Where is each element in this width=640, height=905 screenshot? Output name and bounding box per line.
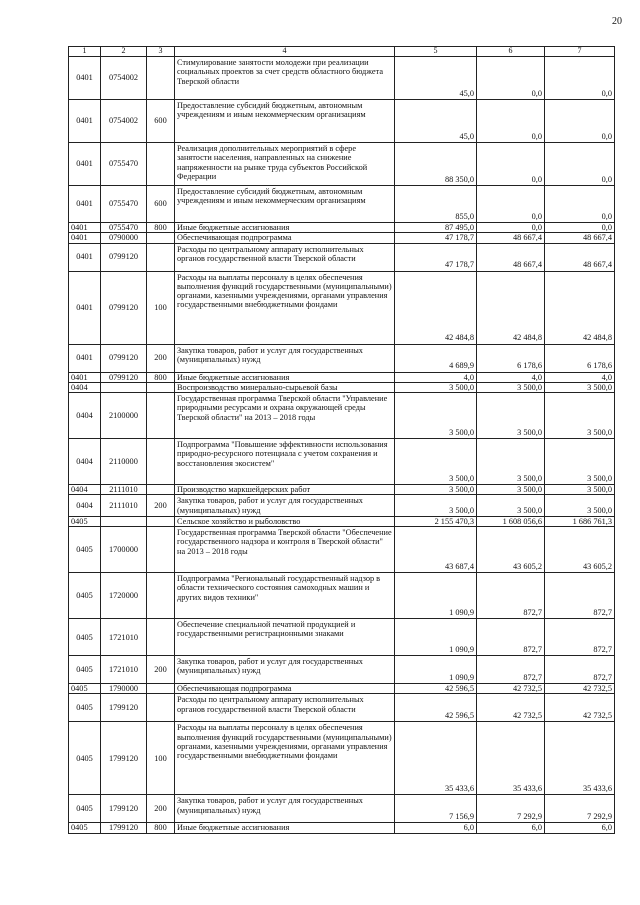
description-cell: Подпрограмма "Повышение эффективности использования природно-ресурсного потенциала с учетом сохранения и восстановления экосистем" [175, 439, 395, 485]
amount-year1-cell: 855,0 [395, 185, 477, 222]
amount-year2-cell: 872,7 [477, 656, 545, 684]
amount-year1-cell: 45,0 [395, 99, 477, 142]
description-cell: Государственная программа Тверской области "Управление природными ресурсами и охрана окружающей среды Тверской области" на 2013 – 2018 годы [175, 393, 395, 439]
description-cell: Расходы на выплаты персоналу в целях обеспечения выполнения функций государственными (муниципальными) органами, казенными учреждениями, органами управления государственными внебюджетными фондами [175, 271, 395, 344]
table-row [69, 185, 615, 222]
amount-year2-cell: 3 500,0 [477, 485, 545, 495]
section-code-cell: 0405 [69, 684, 101, 694]
expense-type-cell: 200 [147, 656, 175, 684]
amount-year3-cell: 3 500,0 [545, 439, 615, 485]
section-code-cell: 0405 [69, 823, 101, 833]
description-cell: Реализация дополнительных мероприятий в сфере занятости населения, направленных на снижение напряженности на рынке труда субъектов Российской Федерации [175, 142, 395, 185]
section-code-cell: 0404 [69, 495, 101, 517]
target-article-cell: 1799120 [101, 823, 147, 833]
amount-year1-cell: 3 500,0 [395, 485, 477, 495]
description-cell: Иные бюджетные ассигнования [175, 222, 395, 232]
target-article-cell: 1720000 [101, 573, 147, 619]
target-article-cell: 1799120 [101, 722, 147, 795]
column-header: 1 [69, 47, 101, 57]
expense-type-cell: 100 [147, 722, 175, 795]
amount-year2-cell: 872,7 [477, 573, 545, 619]
expense-type-cell [147, 694, 175, 722]
description-cell: Иные бюджетные ассигнования [175, 823, 395, 833]
amount-year3-cell: 7 292,9 [545, 795, 615, 823]
section-code-cell: 0404 [69, 382, 101, 392]
amount-year2-cell: 48 667,4 [477, 243, 545, 271]
expense-type-cell: 800 [147, 222, 175, 232]
amount-year2-cell: 0,0 [477, 222, 545, 232]
amount-year3-cell: 48 667,4 [545, 233, 615, 243]
expense-type-cell [147, 56, 175, 99]
amount-year2-cell: 0,0 [477, 56, 545, 99]
expense-type-cell [147, 684, 175, 694]
target-article-cell: 0754002 [101, 99, 147, 142]
description-cell: Государственная программа Тверской области "Обеспечение государственного надзора и контроля в Тверской области" на 2013 – 2018 годы [175, 527, 395, 573]
column-header: 6 [477, 47, 545, 57]
expense-type-cell [147, 382, 175, 392]
amount-year2-cell: 0,0 [477, 99, 545, 142]
section-code-cell: 0405 [69, 795, 101, 823]
amount-year1-cell: 42 484,8 [395, 271, 477, 344]
amount-year3-cell: 48 667,4 [545, 243, 615, 271]
amount-year1-cell: 1 090,9 [395, 619, 477, 656]
amount-year2-cell: 42 732,5 [477, 694, 545, 722]
expense-type-cell [147, 485, 175, 495]
target-article-cell: 0755470 [101, 222, 147, 232]
description-cell: Закупка товаров, работ и услуг для государственных (муниципальных) нужд [175, 795, 395, 823]
target-article-cell [101, 382, 147, 392]
target-article-cell [101, 516, 147, 526]
expense-type-cell: 600 [147, 99, 175, 142]
column-header: 5 [395, 47, 477, 57]
description-cell: Обеспечивающая подпрограмма [175, 684, 395, 694]
amount-year3-cell: 42 732,5 [545, 694, 615, 722]
description-cell: Расходы на выплаты персоналу в целях обеспечения выполнения функций государственными (муниципальными) органами, казенными учреждениями, органами управления государственными внебюджетными фондами [175, 722, 395, 795]
table-row [69, 795, 615, 823]
table-row [69, 99, 615, 142]
table-row [69, 495, 615, 517]
amount-year3-cell: 35 433,6 [545, 722, 615, 795]
column-header: 7 [545, 47, 615, 57]
amount-year1-cell: 43 687,4 [395, 527, 477, 573]
section-code-cell: 0405 [69, 722, 101, 795]
description-cell: Обеспечение специальной печатной продукцией и государственными регистрационными знаками [175, 619, 395, 656]
amount-year3-cell: 0,0 [545, 56, 615, 99]
section-code-cell: 0401 [69, 185, 101, 222]
section-code-cell: 0405 [69, 516, 101, 526]
target-article-cell: 0799120 [101, 344, 147, 372]
amount-year3-cell: 872,7 [545, 656, 615, 684]
amount-year3-cell: 0,0 [545, 222, 615, 232]
description-cell: Стимулирование занятости молодежи при реализации социальных проектов за счет средств областного бюджета Тверской области [175, 56, 395, 99]
column-header: 4 [175, 47, 395, 57]
amount-year1-cell: 1 090,9 [395, 573, 477, 619]
column-number-header [69, 47, 615, 57]
description-cell: Закупка товаров, работ и услуг для государственных (муниципальных) нужд [175, 344, 395, 372]
target-article-cell: 0799120 [101, 271, 147, 344]
section-code-cell: 0404 [69, 485, 101, 495]
amount-year1-cell: 3 500,0 [395, 382, 477, 392]
expense-type-cell [147, 573, 175, 619]
amount-year3-cell: 3 500,0 [545, 495, 615, 517]
description-cell: Закупка товаров, работ и услуг для государственных (муниципальных) нужд [175, 495, 395, 517]
amount-year1-cell: 3 500,0 [395, 495, 477, 517]
target-article-cell: 0755470 [101, 142, 147, 185]
section-code-cell: 0401 [69, 142, 101, 185]
table-row [69, 527, 615, 573]
table-row [69, 722, 615, 795]
section-code-cell: 0405 [69, 656, 101, 684]
amount-year2-cell: 3 500,0 [477, 495, 545, 517]
expense-type-cell: 200 [147, 495, 175, 517]
expense-type-cell: 600 [147, 185, 175, 222]
amount-year3-cell: 872,7 [545, 619, 615, 656]
amount-year2-cell: 872,7 [477, 619, 545, 656]
table-row [69, 823, 615, 833]
target-article-cell: 1721010 [101, 656, 147, 684]
amount-year1-cell: 47 178,7 [395, 233, 477, 243]
amount-year3-cell: 4,0 [545, 372, 615, 382]
section-code-cell: 0401 [69, 271, 101, 344]
description-cell: Подпрограмма "Региональный государственный надзор в области технического состояния самоходных машин и других видов техники" [175, 573, 395, 619]
amount-year2-cell: 0,0 [477, 142, 545, 185]
target-article-cell: 1799120 [101, 795, 147, 823]
amount-year1-cell: 35 433,6 [395, 722, 477, 795]
amount-year1-cell: 4 689,9 [395, 344, 477, 372]
amount-year3-cell: 42 732,5 [545, 684, 615, 694]
amount-year2-cell: 43 605,2 [477, 527, 545, 573]
target-article-cell: 0754002 [101, 56, 147, 99]
target-article-cell: 2111010 [101, 485, 147, 495]
description-cell: Сельское хозяйство и рыболовство [175, 516, 395, 526]
table-row [69, 439, 615, 485]
amount-year3-cell: 0,0 [545, 142, 615, 185]
page-number: 20 [612, 16, 622, 27]
expense-type-cell [147, 527, 175, 573]
section-code-cell: 0401 [69, 243, 101, 271]
table-row [69, 142, 615, 185]
table-row [69, 56, 615, 99]
section-code-cell: 0404 [69, 439, 101, 485]
table-row [69, 694, 615, 722]
expense-type-cell: 200 [147, 344, 175, 372]
description-cell: Иные бюджетные ассигнования [175, 372, 395, 382]
amount-year2-cell: 6 178,6 [477, 344, 545, 372]
amount-year2-cell: 42 484,8 [477, 271, 545, 344]
budget-table [68, 46, 615, 834]
amount-year2-cell: 7 292,9 [477, 795, 545, 823]
description-cell: Закупка товаров, работ и услуг для государственных (муниципальных) нужд [175, 656, 395, 684]
amount-year1-cell: 4,0 [395, 372, 477, 382]
amount-year3-cell: 1 686 761,3 [545, 516, 615, 526]
amount-year2-cell: 3 500,0 [477, 439, 545, 485]
description-cell: Производство маркшейдерских работ [175, 485, 395, 495]
expense-type-cell [147, 243, 175, 271]
section-code-cell: 0401 [69, 233, 101, 243]
section-code-cell: 0401 [69, 372, 101, 382]
expense-type-cell: 800 [147, 823, 175, 833]
section-code-cell: 0401 [69, 56, 101, 99]
amount-year3-cell: 6 178,6 [545, 344, 615, 372]
table-row [69, 243, 615, 271]
amount-year2-cell: 35 433,6 [477, 722, 545, 795]
target-article-cell: 2110000 [101, 439, 147, 485]
expense-type-cell: 200 [147, 795, 175, 823]
section-code-cell: 0401 [69, 344, 101, 372]
expense-type-cell [147, 233, 175, 243]
amount-year3-cell: 43 605,2 [545, 527, 615, 573]
section-code-cell: 0401 [69, 99, 101, 142]
amount-year1-cell: 45,0 [395, 56, 477, 99]
table-row [69, 382, 615, 392]
amount-year1-cell: 2 155 470,3 [395, 516, 477, 526]
section-code-cell: 0401 [69, 222, 101, 232]
expense-type-cell [147, 142, 175, 185]
amount-year2-cell: 6,0 [477, 823, 545, 833]
target-article-cell: 1799120 [101, 694, 147, 722]
description-cell: Обеспечивающая подпрограмма [175, 233, 395, 243]
amount-year2-cell: 4,0 [477, 372, 545, 382]
section-code-cell: 0405 [69, 694, 101, 722]
column-header: 2 [101, 47, 147, 57]
expense-type-cell [147, 393, 175, 439]
table-row [69, 222, 615, 232]
table-row [69, 344, 615, 372]
target-article-cell: 0790000 [101, 233, 147, 243]
amount-year3-cell: 3 500,0 [545, 393, 615, 439]
section-code-cell: 0405 [69, 527, 101, 573]
target-article-cell: 1790000 [101, 684, 147, 694]
amount-year2-cell: 48 667,4 [477, 233, 545, 243]
amount-year3-cell: 6,0 [545, 823, 615, 833]
amount-year3-cell: 872,7 [545, 573, 615, 619]
amount-year1-cell: 6,0 [395, 823, 477, 833]
amount-year2-cell: 3 500,0 [477, 393, 545, 439]
table-row [69, 516, 615, 526]
target-article-cell: 0799120 [101, 243, 147, 271]
section-code-cell: 0405 [69, 573, 101, 619]
description-cell: Расходы по центральному аппарату исполнительных органов государственной власти Тверской области [175, 243, 395, 271]
target-article-cell: 2111010 [101, 495, 147, 517]
amount-year3-cell: 0,0 [545, 185, 615, 222]
amount-year3-cell: 3 500,0 [545, 485, 615, 495]
section-code-cell: 0405 [69, 619, 101, 656]
amount-year1-cell: 7 156,9 [395, 795, 477, 823]
amount-year2-cell: 1 608 056,6 [477, 516, 545, 526]
amount-year2-cell: 0,0 [477, 185, 545, 222]
table-row [69, 233, 615, 243]
amount-year2-cell: 42 732,5 [477, 684, 545, 694]
table-row [69, 619, 615, 656]
section-code-cell: 0404 [69, 393, 101, 439]
amount-year3-cell: 3 500,0 [545, 382, 615, 392]
table-row [69, 684, 615, 694]
amount-year1-cell: 3 500,0 [395, 439, 477, 485]
target-article-cell: 1700000 [101, 527, 147, 573]
amount-year3-cell: 42 484,8 [545, 271, 615, 344]
target-article-cell: 0755470 [101, 185, 147, 222]
amount-year1-cell: 47 178,7 [395, 243, 477, 271]
expense-type-cell [147, 619, 175, 656]
amount-year1-cell: 88 350,0 [395, 142, 477, 185]
description-cell: Предоставление субсидий бюджетным, автономным учреждениям и иным некоммерческим организациям [175, 185, 395, 222]
expense-type-cell [147, 516, 175, 526]
target-article-cell: 0799120 [101, 372, 147, 382]
table-row [69, 372, 615, 382]
column-header: 3 [147, 47, 175, 57]
amount-year2-cell: 3 500,0 [477, 382, 545, 392]
table-row [69, 485, 615, 495]
description-cell: Предоставление субсидий бюджетным, автономным учреждениям и иным некоммерческим организациям [175, 99, 395, 142]
description-cell: Воспроизводство минерально-сырьевой базы [175, 382, 395, 392]
amount-year1-cell: 42 596,5 [395, 694, 477, 722]
table-row [69, 656, 615, 684]
expense-type-cell: 800 [147, 372, 175, 382]
table-row [69, 393, 615, 439]
table-row [69, 573, 615, 619]
amount-year1-cell: 1 090,9 [395, 656, 477, 684]
target-article-cell: 2100000 [101, 393, 147, 439]
expense-type-cell: 100 [147, 271, 175, 344]
amount-year1-cell: 42 596,5 [395, 684, 477, 694]
amount-year1-cell: 3 500,0 [395, 393, 477, 439]
target-article-cell: 1721010 [101, 619, 147, 656]
expense-type-cell [147, 439, 175, 485]
amount-year1-cell: 87 495,0 [395, 222, 477, 232]
amount-year3-cell: 0,0 [545, 99, 615, 142]
description-cell: Расходы по центральному аппарату исполнительных органов государственной власти Тверской области [175, 694, 395, 722]
table-row [69, 271, 615, 344]
